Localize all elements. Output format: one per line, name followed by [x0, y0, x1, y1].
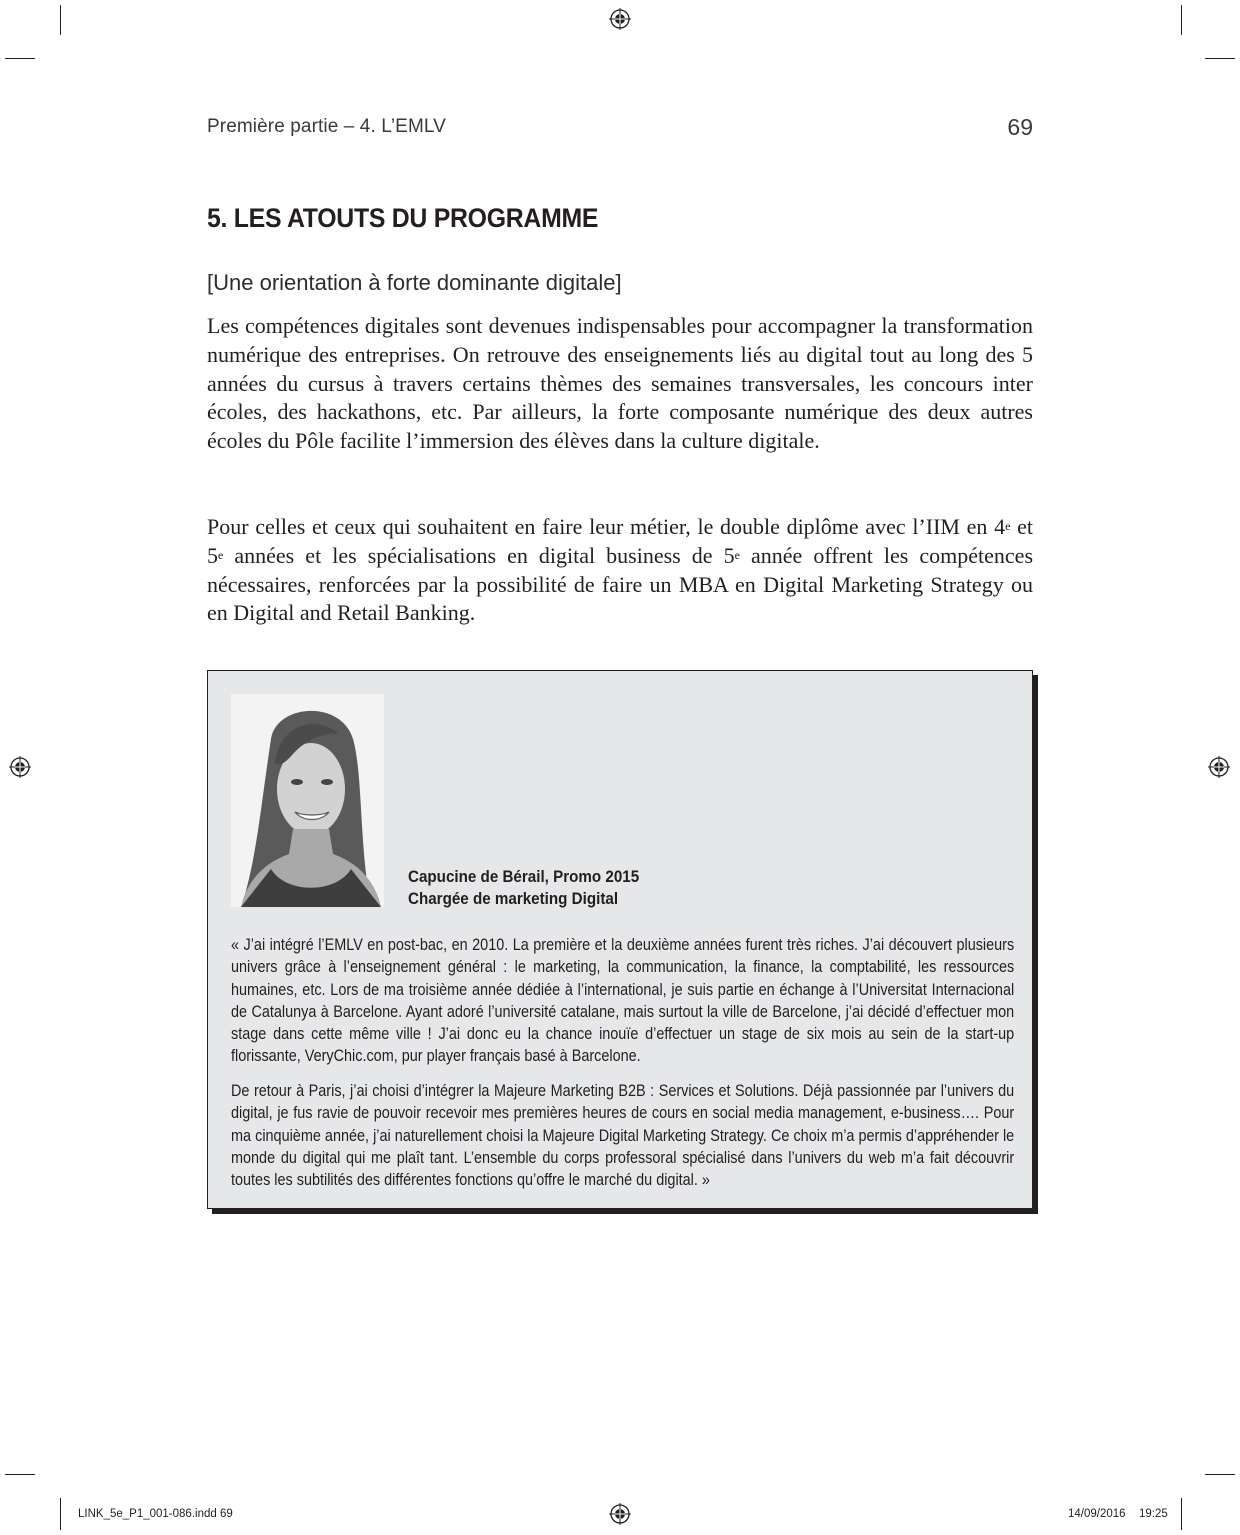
superscript: e [1005, 519, 1011, 533]
slug-file: LINK_5e_P1_001-086.indd 69 [78, 1508, 233, 1520]
registration-mark-icon [609, 1503, 631, 1525]
registration-mark-icon [9, 756, 31, 778]
paragraph-text: Pour celles et ceux qui souhaitent en faire leur métier, le double diplôme avec l’IIM en 4 [207, 514, 1006, 539]
testimonial-quote: De retour à Paris, j’ai choisi d’intégrer la Majeure Marketing B2B : Services et Solutions. Déjà passionnée par l’univers du digital, je fus ravie de pouvoir recevoir mes premières heures de cours en social media management, e-business…. Pour ma cinquième année, j’ai naturellement choisi la Majeure Digital Marketing Strategy. Ce choix m’a permis d’appréhender le monde du digital qui me plaît tant. L’ensemble du corps professoral spécialisé dans l’univers du web m’a fait découvrir toutes les subtilités des différentes fonctions qu’offre le marché du digital. » [231, 1082, 1015, 1190]
crop-mark [60, 5, 61, 35]
crop-mark [5, 58, 35, 59]
crop-mark [1181, 1498, 1182, 1530]
section-subtitle: [Une orientation à forte dominante digitale] [207, 270, 622, 295]
registration-mark-icon [609, 8, 631, 30]
testimonial-caption [408, 866, 639, 910]
body-paragraph: Les compétences digitales sont devenues indispensables pour accompagner la transformation numérique des entreprises. On retrouve des enseignements liés au digital tout au long des 5 années du cursus à travers certains thèmes des semaines transversales, les concours inter écoles, des hackathons, etc. Par ailleurs, la forte composante numérique des deux autres écoles du Pôle facilite l’immersion des élèves dans la culture digitale. [207, 313, 1033, 454]
paragraph-text: années et les spécialisations en digital business de 5 [223, 542, 735, 568]
portrait-photo [231, 694, 384, 907]
superscript: e [218, 547, 224, 562]
testimonial-role: Chargée de marketing Digital [408, 890, 619, 908]
crop-mark [5, 1474, 35, 1475]
running-head: Première partie – 4. L’EMLV [207, 116, 446, 137]
testimonial-quote: « J’ai intégré l’EMLV en post-bac, en 2010. La première et la deuxième années furent très riches. J’ai découvert plusieurs univers grâce à l’enseignement général : le marketing, la communication, la finance, la comptabilité, les ressources humaines, etc. Lors de ma troisième année dédiée à l’international, je suis partie en échange à l’Universitat Internacional de Catalunya à Barcelone. Ayant adoré l’université catalane, mais surtout la ville de Barcelone, j’ai décidé d’effectuer mon stage dans cette même ville ! J’ai donc eu la chance inouïe d’effectuer un stage de six mois au sein de la start-up florissante, VeryChic.com, pur player français basé à Barcelone. [231, 936, 1015, 1066]
paragraph-text: année offrent les compétences nécessaires, renforcées par la possibilité de faire un MBA en Digital Marketing Strategy ou en Digital and Retail Banking. [207, 542, 1033, 626]
slug-date: 14/09/2016 [1068, 1508, 1126, 1520]
registration-mark-icon [1208, 756, 1230, 778]
crop-mark [60, 1498, 61, 1530]
slug-time: 19:25 [1139, 1508, 1168, 1520]
paragraph-text: et 5 [207, 514, 1033, 568]
crop-mark [1205, 58, 1235, 59]
superscript: e [734, 547, 740, 562]
page-number: 69 [1007, 114, 1033, 140]
testimonial-name: Capucine de Bérail, Promo 2015 [408, 868, 640, 886]
crop-mark [1181, 5, 1182, 35]
section-title: 5. LES ATOUTS DU PROGRAMME [207, 203, 599, 233]
crop-mark [1205, 1474, 1235, 1475]
body-paragraph [207, 513, 1033, 628]
